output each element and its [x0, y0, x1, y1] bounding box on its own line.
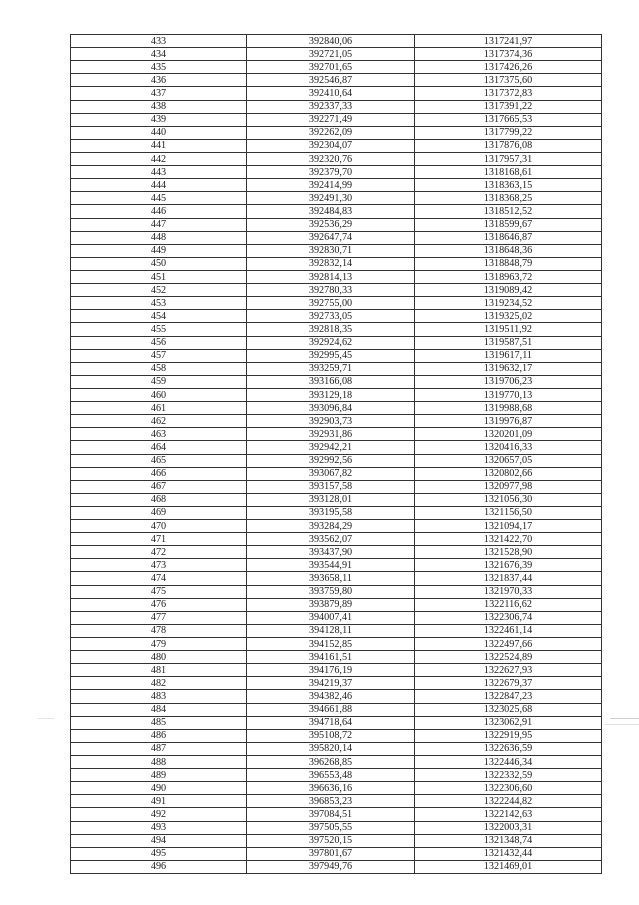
- y-coordinate-cell: 1322636,59: [415, 742, 602, 755]
- table-row: [71, 48, 602, 61]
- point-number-cell: 477: [71, 611, 247, 624]
- x-coordinate-cell: 392410,64: [247, 87, 415, 100]
- point-number-cell: 483: [71, 690, 247, 703]
- y-coordinate-cell: 1321156,50: [415, 506, 602, 519]
- x-coordinate-cell: 396268,85: [247, 756, 415, 769]
- table-row: [71, 703, 602, 716]
- y-coordinate-cell: 1319988,68: [415, 402, 602, 415]
- point-number-cell: 482: [71, 677, 247, 690]
- x-coordinate-cell: 392647,74: [247, 231, 415, 244]
- table-row: [71, 166, 602, 179]
- scan-artifact: [38, 718, 54, 719]
- x-coordinate-cell: 393166,08: [247, 375, 415, 388]
- x-coordinate-cell: 393658,11: [247, 572, 415, 585]
- y-coordinate-cell: 1319587,51: [415, 336, 602, 349]
- x-coordinate-cell: 393129,18: [247, 388, 415, 401]
- x-coordinate-cell: 392814,13: [247, 270, 415, 283]
- point-number-cell: 454: [71, 310, 247, 323]
- point-number-cell: 488: [71, 756, 247, 769]
- y-coordinate-cell: 1318368,25: [415, 192, 602, 205]
- x-coordinate-cell: 394161,51: [247, 651, 415, 664]
- table-row: [71, 152, 602, 165]
- x-coordinate-cell: 392536,29: [247, 218, 415, 231]
- y-coordinate-cell: 1320657,05: [415, 454, 602, 467]
- point-number-cell: 468: [71, 493, 247, 506]
- point-number-cell: 469: [71, 506, 247, 519]
- point-number-cell: 450: [71, 257, 247, 270]
- table-row: [71, 428, 602, 441]
- point-number-cell: 494: [71, 834, 247, 847]
- y-coordinate-cell: 1317665,53: [415, 113, 602, 126]
- y-coordinate-cell: 1322627,93: [415, 664, 602, 677]
- table-row: [71, 100, 602, 113]
- x-coordinate-cell: 392484,83: [247, 205, 415, 218]
- y-coordinate-cell: 1321432,44: [415, 847, 602, 860]
- table-row: [71, 61, 602, 74]
- x-coordinate-cell: 397801,67: [247, 847, 415, 860]
- table-row: [71, 362, 602, 375]
- y-coordinate-cell: 1319089,42: [415, 284, 602, 297]
- table-row: [71, 598, 602, 611]
- table-row: [71, 860, 602, 873]
- x-coordinate-cell: 392491,30: [247, 192, 415, 205]
- point-number-cell: 493: [71, 821, 247, 834]
- table-row: [71, 126, 602, 139]
- table-row: [71, 205, 602, 218]
- x-coordinate-cell: 392721,05: [247, 48, 415, 61]
- x-coordinate-cell: 392780,33: [247, 284, 415, 297]
- table-row: [71, 782, 602, 795]
- table-row: [71, 139, 602, 152]
- table-row: [71, 441, 602, 454]
- x-coordinate-cell: 394007,41: [247, 611, 415, 624]
- x-coordinate-cell: 392755,00: [247, 297, 415, 310]
- y-coordinate-cell: 1319617,11: [415, 349, 602, 362]
- table-row: [71, 533, 602, 546]
- y-coordinate-cell: 1318512,52: [415, 205, 602, 218]
- coordinates-table: [70, 34, 602, 874]
- y-coordinate-cell: 1322306,74: [415, 611, 602, 624]
- x-coordinate-cell: 392701,65: [247, 61, 415, 74]
- table-row: [71, 716, 602, 729]
- table-row: [71, 35, 602, 48]
- point-number-cell: 474: [71, 572, 247, 585]
- x-coordinate-cell: 395108,72: [247, 729, 415, 742]
- point-number-cell: 492: [71, 808, 247, 821]
- table-row: [71, 546, 602, 559]
- point-number-cell: 476: [71, 598, 247, 611]
- point-number-cell: 479: [71, 638, 247, 651]
- table-row: [71, 87, 602, 100]
- point-number-cell: 472: [71, 546, 247, 559]
- point-number-cell: 467: [71, 480, 247, 493]
- table-row: [71, 336, 602, 349]
- x-coordinate-cell: 394661,88: [247, 703, 415, 716]
- y-coordinate-cell: 1322679,37: [415, 677, 602, 690]
- y-coordinate-cell: 1322332,59: [415, 769, 602, 782]
- table-row: [71, 454, 602, 467]
- table-row: [71, 638, 602, 651]
- point-number-cell: 456: [71, 336, 247, 349]
- x-coordinate-cell: 392271,49: [247, 113, 415, 126]
- y-coordinate-cell: 1321348,74: [415, 834, 602, 847]
- point-number-cell: 495: [71, 847, 247, 860]
- table-row: [71, 520, 602, 533]
- y-coordinate-cell: 1321056,30: [415, 493, 602, 506]
- point-number-cell: 446: [71, 205, 247, 218]
- point-number-cell: 484: [71, 703, 247, 716]
- table-row: [71, 677, 602, 690]
- point-number-cell: 473: [71, 559, 247, 572]
- table-row: [71, 847, 602, 860]
- coordinates-table-body: [71, 35, 602, 874]
- y-coordinate-cell: 1321528,90: [415, 546, 602, 559]
- point-number-cell: 480: [71, 651, 247, 664]
- table-row: [71, 231, 602, 244]
- y-coordinate-cell: 1323062,91: [415, 716, 602, 729]
- table-row: [71, 769, 602, 782]
- table-row: [71, 388, 602, 401]
- x-coordinate-cell: 397520,15: [247, 834, 415, 847]
- table-row: [71, 756, 602, 769]
- x-coordinate-cell: 392320,76: [247, 152, 415, 165]
- x-coordinate-cell: 393157,58: [247, 480, 415, 493]
- y-coordinate-cell: 1321469,01: [415, 860, 602, 873]
- x-coordinate-cell: 393195,58: [247, 506, 415, 519]
- x-coordinate-cell: 392992,56: [247, 454, 415, 467]
- x-coordinate-cell: 394219,37: [247, 677, 415, 690]
- y-coordinate-cell: 1322919,95: [415, 729, 602, 742]
- y-coordinate-cell: 1319511,92: [415, 323, 602, 336]
- y-coordinate-cell: 1317957,31: [415, 152, 602, 165]
- y-coordinate-cell: 1319234,52: [415, 297, 602, 310]
- table-row: [71, 624, 602, 637]
- table-row: [71, 349, 602, 362]
- point-number-cell: 457: [71, 349, 247, 362]
- table-row: [71, 585, 602, 598]
- table-row: [71, 821, 602, 834]
- point-number-cell: 462: [71, 415, 247, 428]
- point-number-cell: 438: [71, 100, 247, 113]
- table-row: [71, 559, 602, 572]
- table-row: [71, 270, 602, 283]
- y-coordinate-cell: 1319770,13: [415, 388, 602, 401]
- point-number-cell: 455: [71, 323, 247, 336]
- x-coordinate-cell: 392840,06: [247, 35, 415, 48]
- x-coordinate-cell: 394382,46: [247, 690, 415, 703]
- x-coordinate-cell: 397084,51: [247, 808, 415, 821]
- table-row: [71, 690, 602, 703]
- y-coordinate-cell: 1323025,68: [415, 703, 602, 716]
- point-number-cell: 464: [71, 441, 247, 454]
- point-number-cell: 458: [71, 362, 247, 375]
- point-number-cell: 436: [71, 74, 247, 87]
- point-number-cell: 463: [71, 428, 247, 441]
- x-coordinate-cell: 392337,33: [247, 100, 415, 113]
- x-coordinate-cell: 392995,45: [247, 349, 415, 362]
- x-coordinate-cell: 394128,11: [247, 624, 415, 637]
- x-coordinate-cell: 394176,19: [247, 664, 415, 677]
- point-number-cell: 478: [71, 624, 247, 637]
- y-coordinate-cell: 1320416,33: [415, 441, 602, 454]
- scan-artifact: [604, 724, 639, 725]
- y-coordinate-cell: 1317374,36: [415, 48, 602, 61]
- table-row: [71, 664, 602, 677]
- point-number-cell: 439: [71, 113, 247, 126]
- point-number-cell: 449: [71, 244, 247, 257]
- table-row: [71, 323, 602, 336]
- y-coordinate-cell: 1321970,33: [415, 585, 602, 598]
- point-number-cell: 447: [71, 218, 247, 231]
- x-coordinate-cell: 394718,64: [247, 716, 415, 729]
- point-number-cell: 461: [71, 402, 247, 415]
- y-coordinate-cell: 1322116,62: [415, 598, 602, 611]
- table-row: [71, 244, 602, 257]
- y-coordinate-cell: 1317372,83: [415, 87, 602, 100]
- table-row: [71, 284, 602, 297]
- x-coordinate-cell: 392903,73: [247, 415, 415, 428]
- point-number-cell: 491: [71, 795, 247, 808]
- y-coordinate-cell: 1322461,14: [415, 624, 602, 637]
- point-number-cell: 434: [71, 48, 247, 61]
- x-coordinate-cell: 392546,87: [247, 74, 415, 87]
- point-number-cell: 442: [71, 152, 247, 165]
- point-number-cell: 443: [71, 166, 247, 179]
- y-coordinate-cell: 1322306,60: [415, 782, 602, 795]
- y-coordinate-cell: 1322497,66: [415, 638, 602, 651]
- point-number-cell: 485: [71, 716, 247, 729]
- x-coordinate-cell: 392931,86: [247, 428, 415, 441]
- y-coordinate-cell: 1319706,23: [415, 375, 602, 388]
- table-row: [71, 310, 602, 323]
- x-coordinate-cell: 393096,84: [247, 402, 415, 415]
- y-coordinate-cell: 1322847,23: [415, 690, 602, 703]
- x-coordinate-cell: 393067,82: [247, 467, 415, 480]
- y-coordinate-cell: 1321676,39: [415, 559, 602, 572]
- point-number-cell: 444: [71, 179, 247, 192]
- table-row: [71, 415, 602, 428]
- y-coordinate-cell: 1322244,82: [415, 795, 602, 808]
- table-row: [71, 506, 602, 519]
- table-row: [71, 467, 602, 480]
- y-coordinate-cell: 1322003,31: [415, 821, 602, 834]
- x-coordinate-cell: 392924,62: [247, 336, 415, 349]
- y-coordinate-cell: 1319976,87: [415, 415, 602, 428]
- point-number-cell: 466: [71, 467, 247, 480]
- y-coordinate-cell: 1318848,79: [415, 257, 602, 270]
- y-coordinate-cell: 1319632,17: [415, 362, 602, 375]
- table-row: [71, 651, 602, 664]
- x-coordinate-cell: 392304,07: [247, 139, 415, 152]
- y-coordinate-cell: 1318168,61: [415, 166, 602, 179]
- x-coordinate-cell: 392414,99: [247, 179, 415, 192]
- table-row: [71, 74, 602, 87]
- y-coordinate-cell: 1318646,87: [415, 231, 602, 244]
- point-number-cell: 453: [71, 297, 247, 310]
- point-number-cell: 459: [71, 375, 247, 388]
- table-row: [71, 218, 602, 231]
- y-coordinate-cell: 1317375,60: [415, 74, 602, 87]
- x-coordinate-cell: 393544,91: [247, 559, 415, 572]
- y-coordinate-cell: 1317799,22: [415, 126, 602, 139]
- point-number-cell: 481: [71, 664, 247, 677]
- y-coordinate-cell: 1321837,44: [415, 572, 602, 585]
- table-row: [71, 192, 602, 205]
- table-row: [71, 795, 602, 808]
- point-number-cell: 445: [71, 192, 247, 205]
- table-row: [71, 572, 602, 585]
- x-coordinate-cell: 396636,16: [247, 782, 415, 795]
- coordinates-table-container: [70, 34, 601, 874]
- table-row: [71, 402, 602, 415]
- x-coordinate-cell: 392830,71: [247, 244, 415, 257]
- x-coordinate-cell: 393562,07: [247, 533, 415, 546]
- x-coordinate-cell: 392818,35: [247, 323, 415, 336]
- table-row: [71, 834, 602, 847]
- y-coordinate-cell: 1318648,36: [415, 244, 602, 257]
- table-row: [71, 742, 602, 755]
- point-number-cell: 452: [71, 284, 247, 297]
- point-number-cell: 451: [71, 270, 247, 283]
- point-number-cell: 448: [71, 231, 247, 244]
- table-row: [71, 729, 602, 742]
- x-coordinate-cell: 393759,80: [247, 585, 415, 598]
- table-row: [71, 297, 602, 310]
- point-number-cell: 460: [71, 388, 247, 401]
- y-coordinate-cell: 1320802,66: [415, 467, 602, 480]
- y-coordinate-cell: 1322524,89: [415, 651, 602, 664]
- point-number-cell: 490: [71, 782, 247, 795]
- table-row: [71, 493, 602, 506]
- table-row: [71, 257, 602, 270]
- x-coordinate-cell: 397949,76: [247, 860, 415, 873]
- x-coordinate-cell: 392379,70: [247, 166, 415, 179]
- y-coordinate-cell: 1317876,08: [415, 139, 602, 152]
- y-coordinate-cell: 1319325,02: [415, 310, 602, 323]
- x-coordinate-cell: 393259,71: [247, 362, 415, 375]
- y-coordinate-cell: 1317391,22: [415, 100, 602, 113]
- y-coordinate-cell: 1322142,63: [415, 808, 602, 821]
- y-coordinate-cell: 1317426,26: [415, 61, 602, 74]
- y-coordinate-cell: 1320201,09: [415, 428, 602, 441]
- table-row: [71, 375, 602, 388]
- point-number-cell: 486: [71, 729, 247, 742]
- table-row: [71, 113, 602, 126]
- x-coordinate-cell: 393879,89: [247, 598, 415, 611]
- point-number-cell: 470: [71, 520, 247, 533]
- point-number-cell: 475: [71, 585, 247, 598]
- x-coordinate-cell: 394152,85: [247, 638, 415, 651]
- y-coordinate-cell: 1317241,97: [415, 35, 602, 48]
- y-coordinate-cell: 1318363,15: [415, 179, 602, 192]
- point-number-cell: 496: [71, 860, 247, 873]
- x-coordinate-cell: 393437,90: [247, 546, 415, 559]
- x-coordinate-cell: 393284,29: [247, 520, 415, 533]
- x-coordinate-cell: 396853,23: [247, 795, 415, 808]
- point-number-cell: 487: [71, 742, 247, 755]
- y-coordinate-cell: 1318599,67: [415, 218, 602, 231]
- point-number-cell: 433: [71, 35, 247, 48]
- y-coordinate-cell: 1318963,72: [415, 270, 602, 283]
- point-number-cell: 435: [71, 61, 247, 74]
- y-coordinate-cell: 1322446,34: [415, 756, 602, 769]
- point-number-cell: 441: [71, 139, 247, 152]
- x-coordinate-cell: 395820,14: [247, 742, 415, 755]
- point-number-cell: 437: [71, 87, 247, 100]
- table-row: [71, 480, 602, 493]
- point-number-cell: 465: [71, 454, 247, 467]
- x-coordinate-cell: 393128,01: [247, 493, 415, 506]
- x-coordinate-cell: 396553,48: [247, 769, 415, 782]
- table-row: [71, 808, 602, 821]
- x-coordinate-cell: 392832,14: [247, 257, 415, 270]
- y-coordinate-cell: 1321094,17: [415, 520, 602, 533]
- scan-artifact: [610, 718, 639, 719]
- table-row: [71, 611, 602, 624]
- y-coordinate-cell: 1320977,98: [415, 480, 602, 493]
- x-coordinate-cell: 392942,21: [247, 441, 415, 454]
- x-coordinate-cell: 397505,55: [247, 821, 415, 834]
- point-number-cell: 471: [71, 533, 247, 546]
- point-number-cell: 440: [71, 126, 247, 139]
- x-coordinate-cell: 392733,05: [247, 310, 415, 323]
- y-coordinate-cell: 1321422,70: [415, 533, 602, 546]
- x-coordinate-cell: 392262,09: [247, 126, 415, 139]
- table-row: [71, 179, 602, 192]
- point-number-cell: 489: [71, 769, 247, 782]
